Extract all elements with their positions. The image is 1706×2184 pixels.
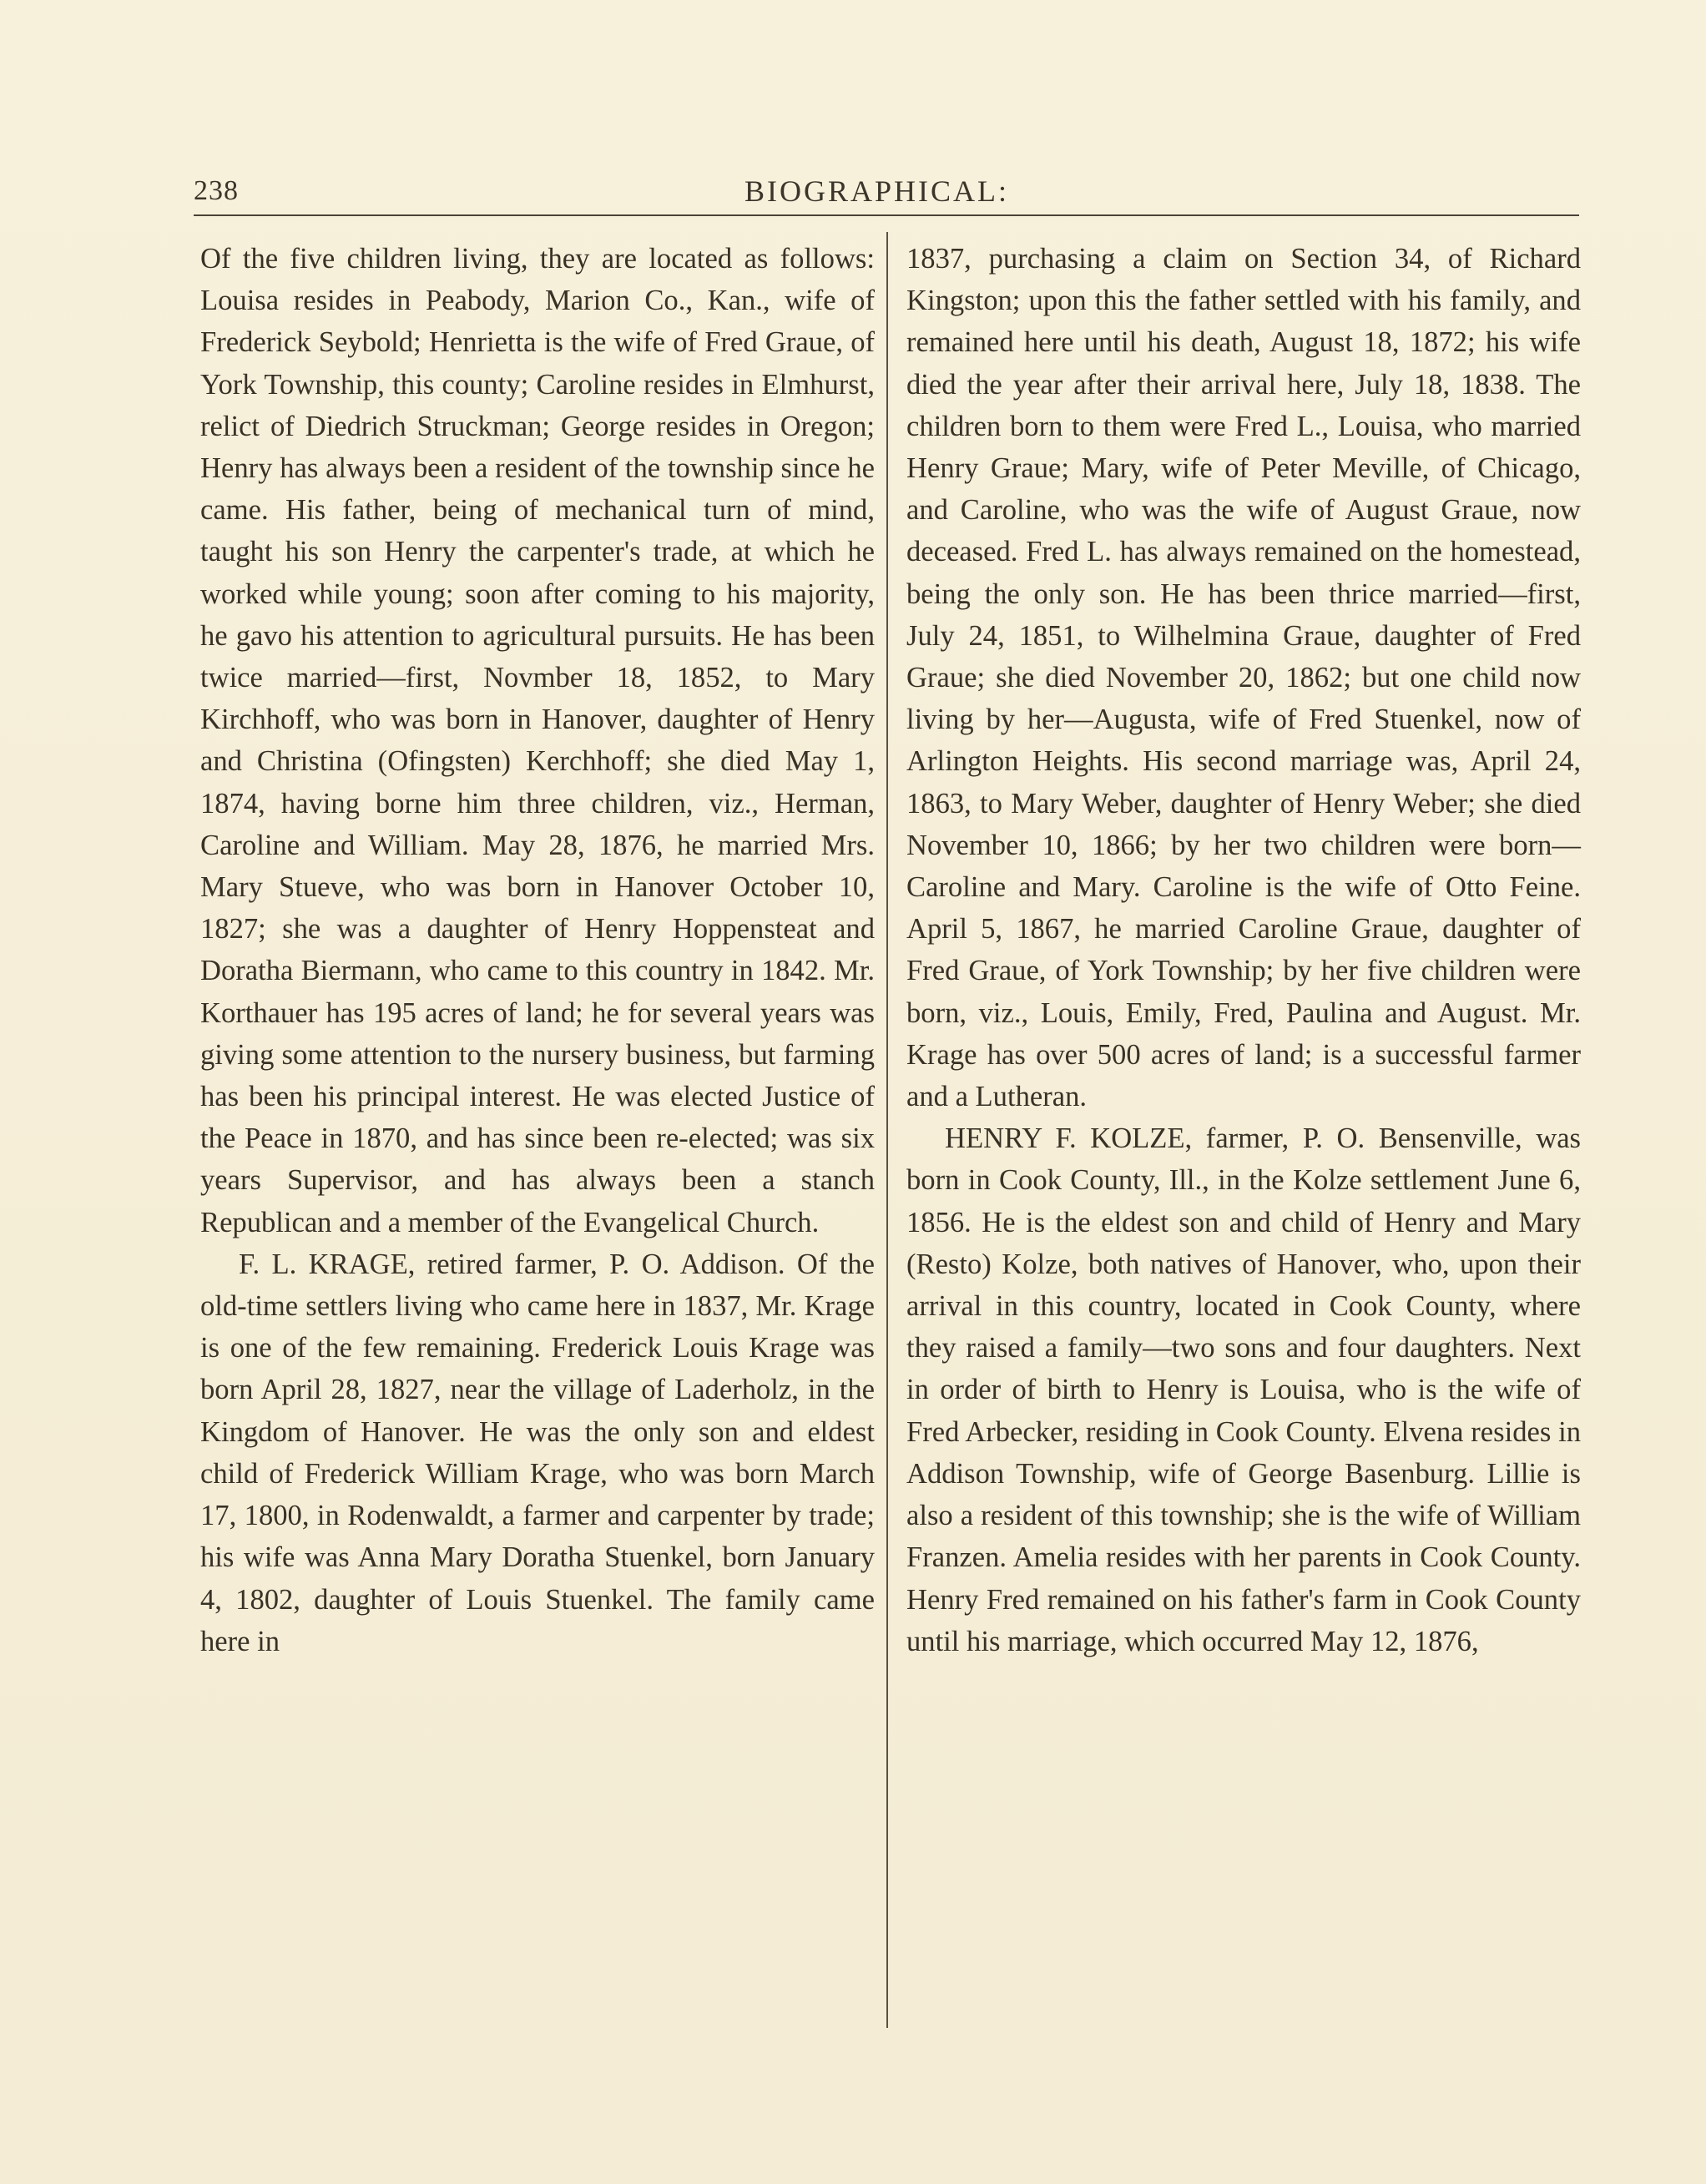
left-column — [200, 238, 875, 1662]
running-head: BIOGRAPHICAL: — [744, 174, 1010, 208]
left-paragraph-korthauer-continued: Of the five children living, they are located as follows: Louisa resides in Peabody, Marion Co., Kan., wife of Frederick Seybold; Henrietta is the wife of Fred Graue, of York Township, this county; Caroline resides in Elmhurst, relict of Diedrich Struckman; George resides in Oregon; Henry has always been a resident of the township since he came. His father, being of mechanical turn of mind, taught his son Henry the carpenter's trade, at which he worked while young; soon after coming to his majority, he gavo his attention to agricultural pursuits. He has been twice married—first, Novmber 18, 1852, to Mary Kirchhoff, who was born in Hanover, daughter of Henry and Christina (Ofingsten) Kerchhoff; she died May 1, 1874, having borne him three children, viz., Herman, Caroline and William. May 28, 1876, he married Mrs. Mary Stueve, who was born in Hanover October 10, 1827; she was a daughter of Henry Hoppensteat and Doratha Biermann, who came to this country in 1842. Mr. Korthauer has 195 acres of land; he for several years was giving some attention to the nursery business, but farming has been his principal interest. He was elected Justice of the Peace in 1870, and has since been re-elected; was six years Supervisor, and has always been a stanch Republican and a member of the Evangelical Church. — [200, 243, 875, 1238]
column-divider — [886, 232, 888, 2028]
right-paragraph-krage-continued: 1837, purchasing a claim on Section 34, of Richard Kingston; upon this the father settled with his family, and remained here until his death, August 18, 1872; his wife died the year after their arrival here, July 18, 1838. The children born to them were Fred L., Louisa, who married Henry Graue; Mary, wife of Peter Meville, of Chicago, and Caroline, who was the wife of August Graue, now deceased. Fred L. has always remained on the homestead, being the only son. He has been thrice married—first, July 24, 1851, to Wilhelmina Graue, daughter of Fred Graue; she died November 20, 1862; but one child now living by her—Augusta, wife of Fred Stuenkel, now of Arlington Heights. His second marriage was, April 24, 1863, to Mary Weber, daughter of Henry Weber; she died November 10, 1866; by her two children were born—Caroline and Mary. Caroline is the wife of Otto Feine. April 5, 1867, he married Caroline Graue, daughter of Fred Graue, of York Township; by her five children were born, viz., Louis, Emily, Fred, Paulina and August. Mr. Krage has over 500 acres of land; is a successful farmer and a Lutheran. — [906, 243, 1581, 1113]
left-paragraph-krage: F. L. KRAGE, retired farmer, P. O. Addison. Of the old-time settlers living who came here in 1837, Mr. Krage is one of the few remaining. Frederick Louis Krage was born April 28, 1827, near the village of Laderholz, in the Kingdom of Hanover. He was the only son and eldest child of Frederick William Krage, who was born March 17, 1800, in Rodenwaldt, a farmer and carpenter by trade; his wife was Anna Mary Doratha Stuenkel, born January 4, 1802, daughter of Louis Stuenkel. The family came here in — [200, 1248, 875, 1657]
page-number: 238 — [194, 175, 239, 206]
right-paragraph-kolze: HENRY F. KOLZE, farmer, P. O. Bensenville, was born in Cook County, Ill., in the Kolze settlement June 6, 1856. He is the eldest son and child of Henry and Mary (Resto) Kolze, both natives of Hanover, who, upon their arrival in this country, located in Cook County, where they raised a family—two sons and four daughters. Next in order of birth to Henry is Louisa, who is the wife of Fred Arbecker, residing in Cook County. Elvena resides in Addison Township, wife of George Basenburg. Lillie is also a resident of this township; she is the wife of William Franzen. Amelia resides with her parents in Cook County. Henry Fred remained on his father's farm in Cook County until his marriage, which occurred May 12, 1876, — [906, 1122, 1581, 1657]
page-header — [194, 167, 1579, 217]
right-column — [906, 238, 1581, 1662]
header-rule — [194, 214, 1579, 216]
